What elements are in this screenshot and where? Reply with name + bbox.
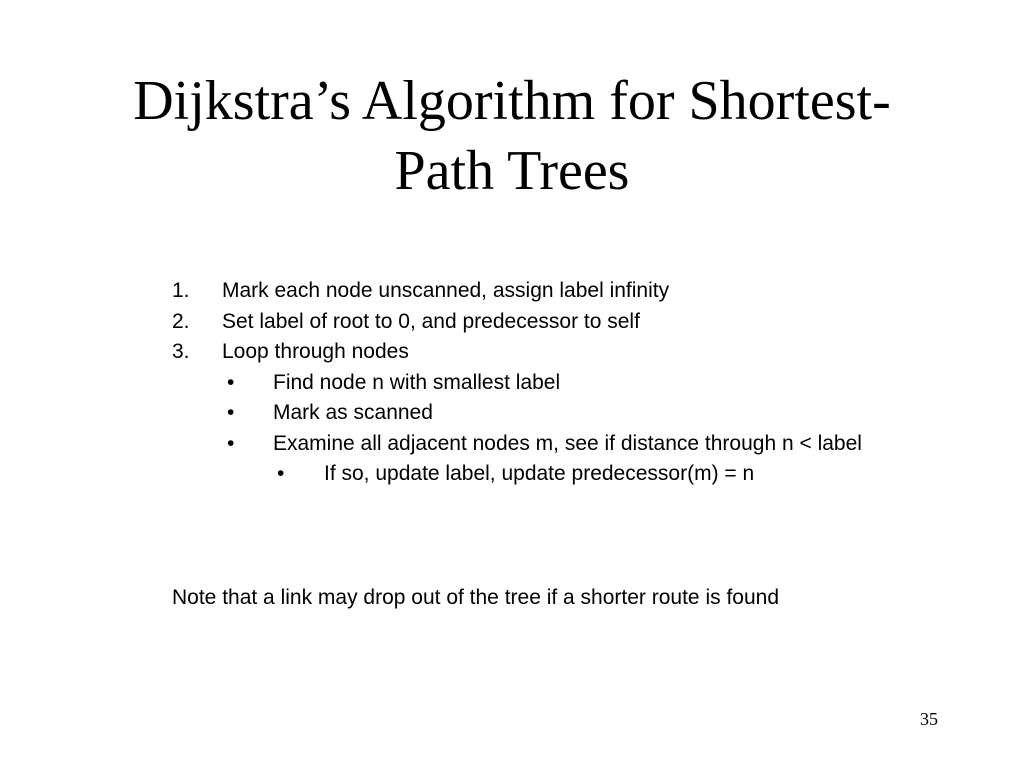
bullet-icon: • <box>227 370 235 394</box>
substep-mark-scanned-text: Mark as scanned <box>273 401 433 424</box>
step-3-number: 3. <box>172 340 190 363</box>
slide-title <box>0 66 1024 206</box>
step-1-text: Mark each node unscanned, assign label infinity <box>222 279 670 302</box>
step-2-text: Set label of root to 0, and predecessor to self <box>222 309 640 333</box>
bullet-icon: • <box>277 462 285 485</box>
bullet-icon: • <box>227 431 235 455</box>
slide-note: Note that a link may drop out of the tree if a shorter route is found <box>172 586 780 609</box>
substep-find-node-text: Find node n with smallest label <box>273 370 561 394</box>
substep-update-label-text: If so, update label, update predecessor(m) = n <box>324 462 755 485</box>
bullet-icon: • <box>227 401 235 424</box>
step-3-text: Loop through nodes <box>222 340 409 363</box>
step-1-number: 1. <box>172 279 190 302</box>
page-number: 35 <box>920 709 938 729</box>
slide-title-line-2: Path Trees <box>394 140 630 202</box>
substep-examine-adjacent-text: Examine all adjacent nodes m, see if distance through n < label <box>273 431 862 455</box>
step-2-number: 2. <box>172 309 190 333</box>
slide-title-line-1: Dijkstra’s Algorithm for Shortest- <box>133 70 891 132</box>
